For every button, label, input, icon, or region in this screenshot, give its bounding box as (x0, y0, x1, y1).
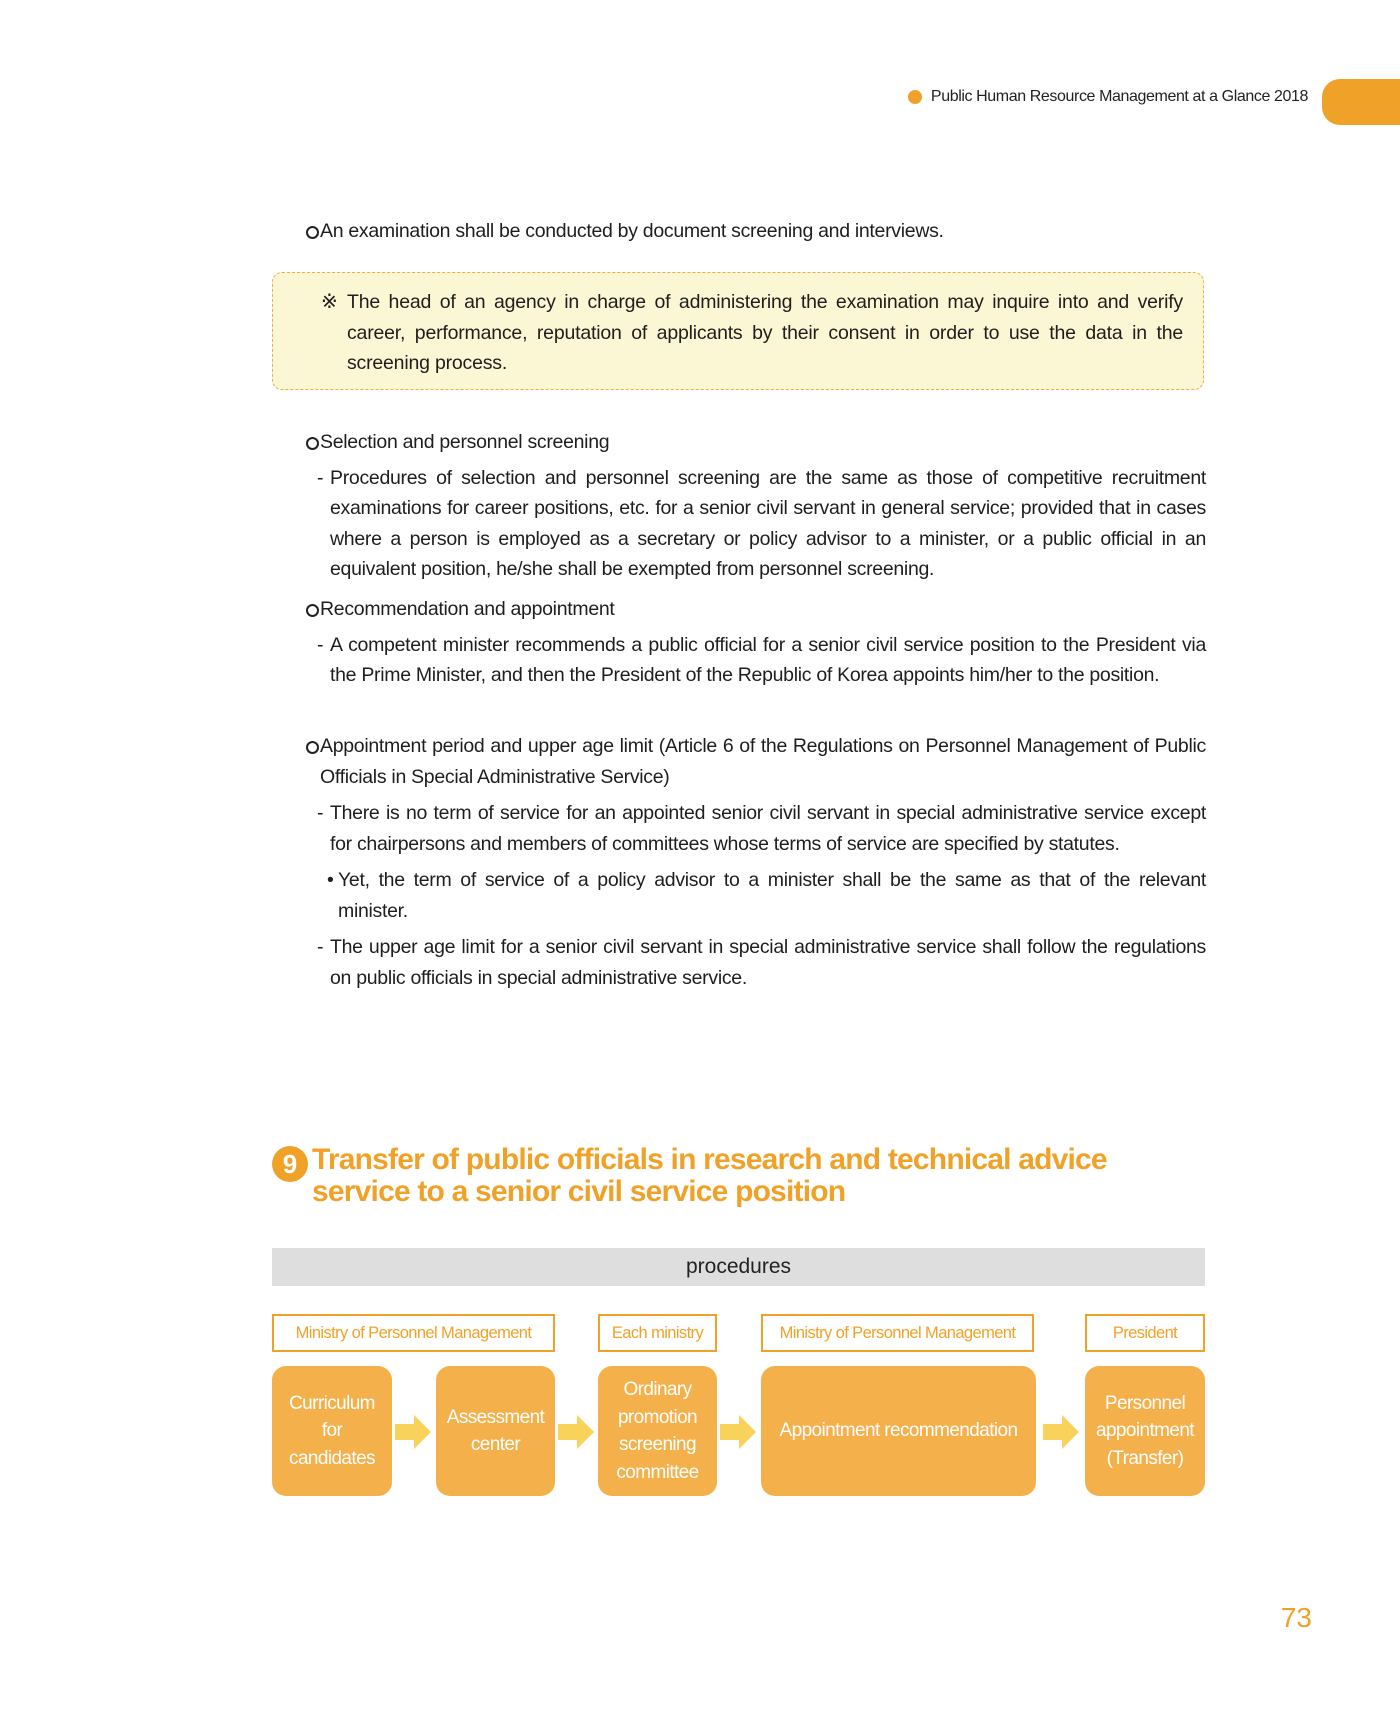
step-line: screening (619, 1434, 696, 1455)
step-line: candidates (289, 1447, 375, 1469)
bullet-text: An examination shall be conducted by document screening and interviews. (320, 220, 944, 242)
step-line: for (321, 1420, 343, 1442)
page-number: 73 (1280, 1602, 1312, 1633)
step-line: Personnel (1104, 1392, 1186, 1414)
step-appointment-recommendation (761, 1366, 1036, 1496)
bullet-selection (272, 427, 1206, 585)
sub-text: A competent minister recommends a public official for a senior civil service position to the President via the Prime Minister, and then the President of the Republic of Korea appoints him/her to the position. (330, 633, 1206, 686)
note-box (272, 272, 1204, 390)
sub-text: Procedures of selection and personnel screening are the same as those of competitive recruitment examinations for career positions, etc. for a senior civil servant in general service; provided that in cases where a person is employed as a secretary or policy advisor to a minister, or a public official in an equivalent position, he/she shall be exempted from personnel screening. (330, 466, 1206, 580)
arrow-right-icon (1043, 1415, 1079, 1449)
label-each-ministry: Each ministry (598, 1314, 717, 1352)
bullet-heading: Recommendation and appointment (320, 598, 615, 620)
label-ministry-personnel-2: Ministry of Personnel Management (761, 1314, 1034, 1352)
arrow-right-icon (395, 1415, 431, 1449)
dash-bullet-icon: - (317, 633, 324, 656)
note-text: The head of an agency in charge of administering the examination may inquire into and verify career, performance, reputation of applicants by their consent in order to use the data in the screening process. (347, 291, 1183, 374)
step-personnel-appointment (1085, 1366, 1205, 1496)
circle-bullet-icon (306, 604, 319, 617)
sub-text: Yet, the term of service of a policy advisor to a minister shall be the same as that of the relevant minister. (338, 869, 1206, 922)
procedures-bar: procedures (272, 1248, 1205, 1286)
circle-bullet-icon (306, 741, 319, 754)
step-curriculum (272, 1366, 392, 1496)
bullet-appointment-period (272, 731, 1206, 993)
step-promotion-committee (598, 1366, 717, 1496)
step-assessment-center (436, 1366, 555, 1496)
bullet-heading: Appointment period and upper age limit (Article 6 of the Regulations on Personnel Management of Public Officials in Special Administrative Service) (320, 735, 1206, 788)
step-line: appointment (1096, 1420, 1194, 1442)
label-ministry-personnel-1: Ministry of Personnel Management (272, 1314, 555, 1352)
bullet-heading: Selection and personnel screening (320, 431, 610, 453)
dash-bullet-icon: - (317, 802, 324, 824)
step-line: Assessment (446, 1406, 545, 1428)
label-president: President (1085, 1314, 1205, 1352)
dash-bullet-icon: - (317, 466, 324, 489)
reference-mark-icon: ※ (321, 291, 338, 313)
running-header (908, 88, 1308, 106)
bullet-recommendation (272, 594, 1206, 691)
step-line: center (470, 1434, 521, 1455)
bullet-dot-icon (908, 90, 922, 104)
sub-text: The upper age limit for a senior civil servant in special administrative service shall follow the regulations on public officials in special administrative service. (330, 936, 1206, 989)
dash-bullet-icon: - (317, 936, 324, 958)
step-line: Ordinary (623, 1379, 692, 1400)
arrow-right-icon (558, 1415, 594, 1449)
section-number-badge: 9 (272, 1146, 308, 1182)
sub-text: There is no term of service for an appointed senior civil servant in special administrative service except for chairpersons and members of committees whose terms of service are specified by statutes. (330, 802, 1206, 855)
step-line: promotion (617, 1406, 698, 1428)
step-line: Appointment recommendation (779, 1420, 1018, 1442)
section-title: Transfer of public officials in research and technical advice service to a senior civil service position (312, 1143, 1107, 1208)
step-line: Curriculum (289, 1392, 375, 1414)
header-tab-decoration (1322, 79, 1400, 125)
arrow-right-icon (720, 1415, 756, 1449)
step-line: (Transfer) (1106, 1447, 1184, 1469)
circle-bullet-icon (306, 226, 319, 239)
header-title: Public Human Resource Management at a Glance 2018 (930, 88, 1308, 105)
step-line: committee (616, 1461, 699, 1483)
dot-bullet-icon: • (327, 869, 334, 891)
bullet-examination (272, 216, 1239, 247)
circle-bullet-icon (306, 437, 319, 450)
